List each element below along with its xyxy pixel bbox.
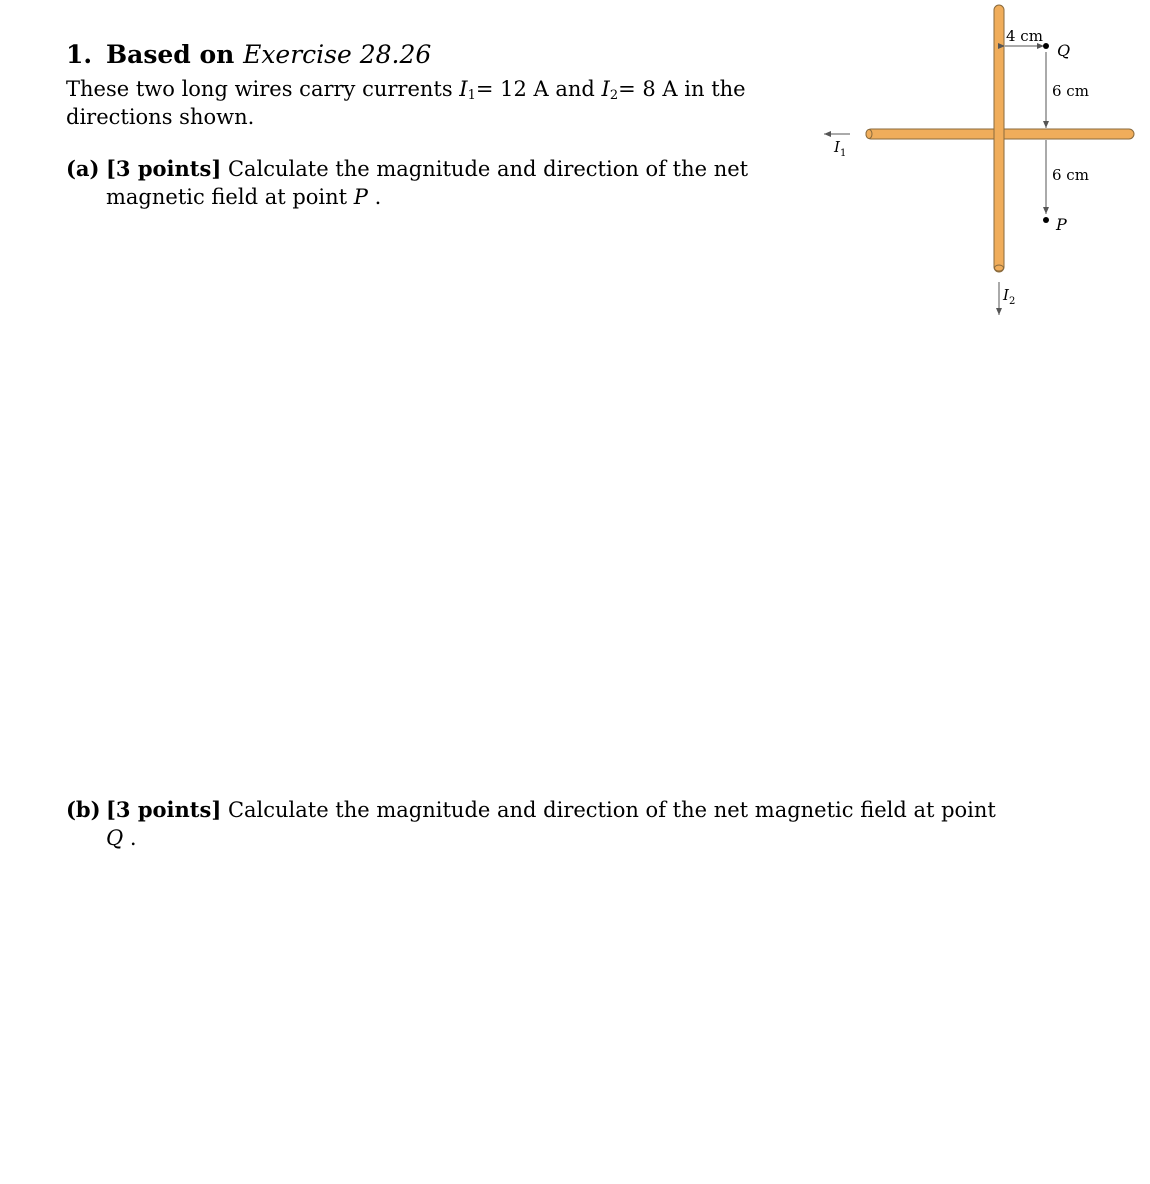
- heading-source: Exercise 28.26: [243, 40, 432, 69]
- part-b-point: Q: [106, 826, 124, 850]
- current-1-label: $I_1$: [834, 138, 847, 159]
- problem-number: 1.: [66, 40, 93, 69]
- part-a-text: Calculate the magnitude and direction of the net magnetic field at point: [106, 157, 749, 209]
- heading-prefix: Based on: [106, 40, 235, 69]
- part-b-label: (b): [66, 797, 101, 822]
- part-a-point: P: [353, 185, 368, 209]
- vertical-wire: [994, 5, 1004, 272]
- horizontal-wire-end: [866, 130, 872, 139]
- vertical-wire-end: [995, 265, 1004, 271]
- current-2-subscript: 2: [609, 88, 619, 103]
- part-b-text: Calculate the magnitude and direction of the net magnetic field at point: [221, 798, 996, 822]
- point-q-label: Q: [1057, 41, 1071, 60]
- part-b-end: .: [123, 826, 137, 850]
- point-p-label: P: [1056, 215, 1067, 234]
- dim-lower-label: 6 cm: [1052, 166, 1089, 184]
- part-a-points: [3 points]: [106, 156, 222, 181]
- dim-upper-label: 6 cm: [1052, 82, 1089, 100]
- current-2-symbol: I: [601, 77, 610, 101]
- part-a-end: .: [367, 185, 382, 209]
- point-q-dot: [1043, 43, 1049, 49]
- part-b-question: [106, 796, 1016, 852]
- point-p-dot: [1043, 217, 1049, 223]
- intro-text-1: These two long wires carry currents: [66, 77, 460, 101]
- current-2-label: $I_2$: [1003, 286, 1016, 307]
- part-a-label: (a): [66, 156, 100, 181]
- current-1-symbol: I: [459, 77, 468, 101]
- current-2-value: = 8 A in the directions shown.: [66, 77, 746, 129]
- wires-figure: [0, 0, 1150, 330]
- current-1-subscript: 1: [467, 88, 476, 103]
- dim-horizontal-label: 4 cm: [1006, 27, 1043, 45]
- part-b-points: [3 points]: [106, 797, 222, 822]
- current-1-value: = 12 A and: [475, 77, 602, 101]
- part-b: [66, 796, 1016, 852]
